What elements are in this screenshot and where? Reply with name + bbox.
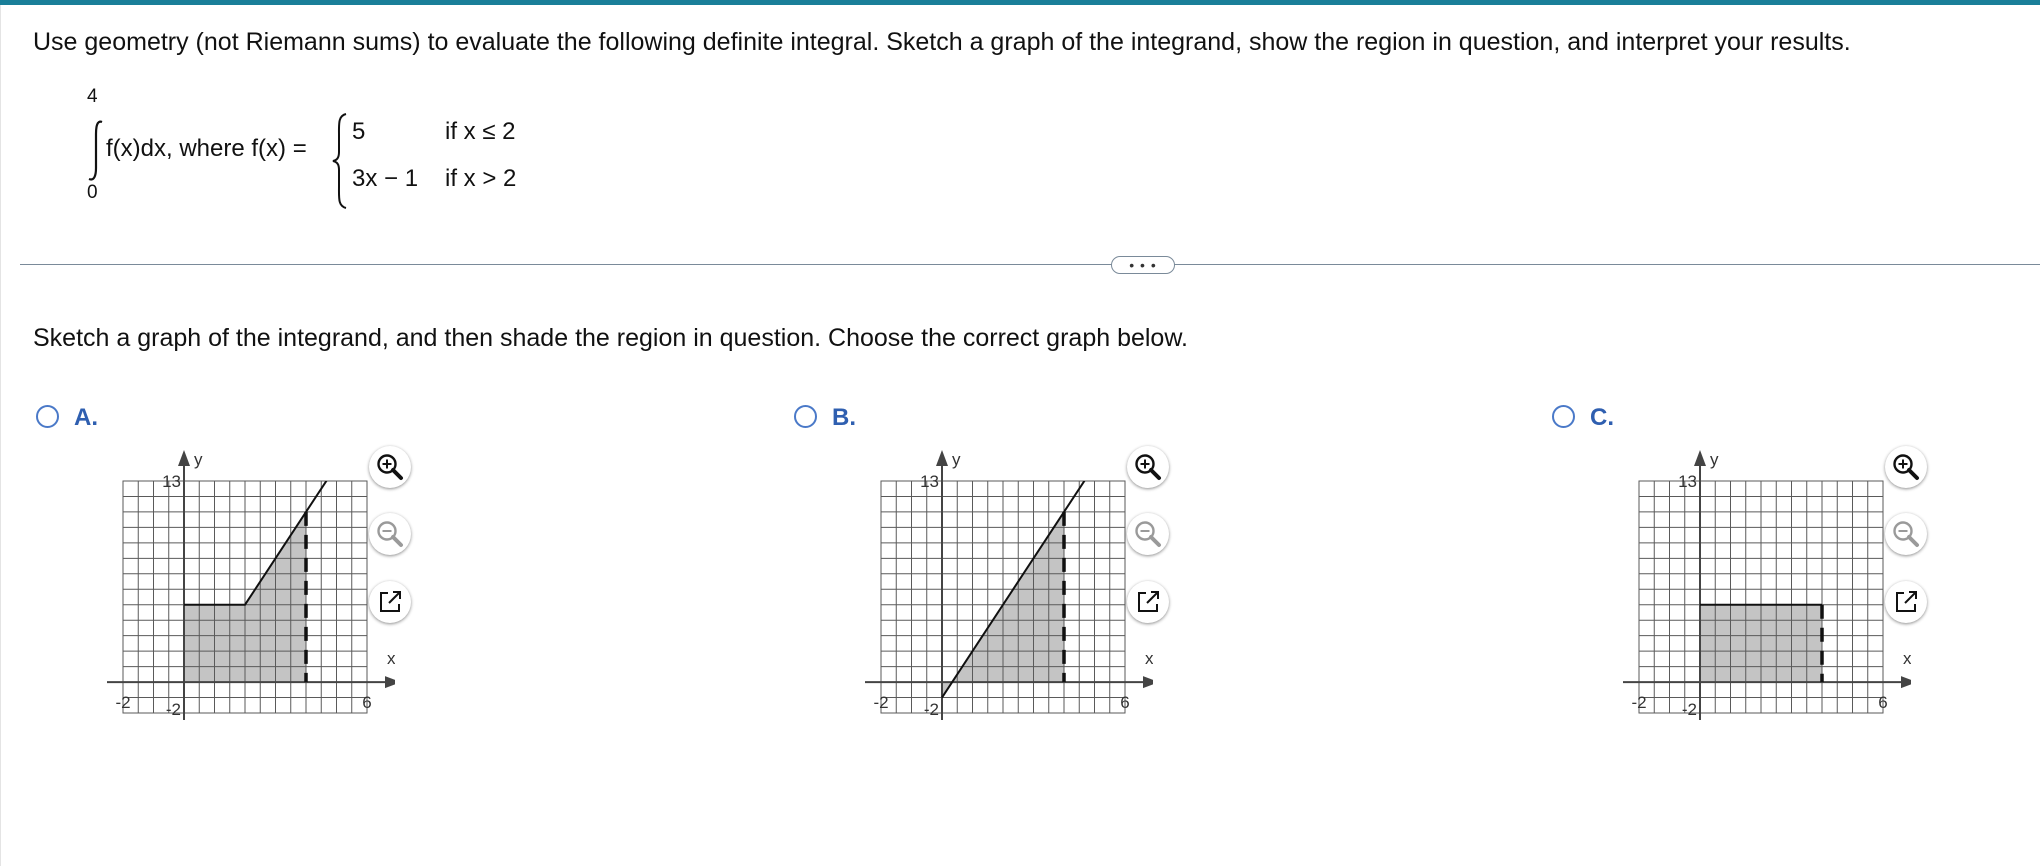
x-axis-label: x xyxy=(1145,649,1153,669)
x-axis-arrow-icon xyxy=(1901,676,1911,688)
case-2-condition: if x > 2 xyxy=(445,165,517,192)
option-b-graph xyxy=(813,446,1153,720)
integral-upper-limit: 4 xyxy=(87,86,98,107)
question-prompt: Sketch a graph of the integrand, and then shade the region in question. Choose the correct graph below. xyxy=(33,324,1188,352)
option-b-zoom-out-button[interactable] xyxy=(1127,513,1169,555)
option-a-zoom-out-button[interactable] xyxy=(369,513,411,555)
integral-expression-text: f(x)dx, where f(x) = xyxy=(106,135,307,162)
option-a-label: A. xyxy=(74,404,98,431)
y-axis-label: y xyxy=(194,450,203,469)
option-b-zoom-in-button[interactable] xyxy=(1127,446,1169,488)
option-a-graph xyxy=(55,446,395,720)
x-axis-arrow-icon xyxy=(385,676,395,688)
integral-lower-limit: 0 xyxy=(87,182,98,203)
y-min-tick-label: -2 xyxy=(923,700,939,719)
grid-lines xyxy=(881,481,1125,713)
left-brace-icon xyxy=(330,112,352,210)
integral-sign-icon xyxy=(84,118,108,184)
option-b-popout-button[interactable] xyxy=(1127,581,1169,623)
y-min-tick-label: -2 xyxy=(1681,700,1697,719)
option-c-popout-button[interactable] xyxy=(1885,581,1927,623)
option-a-popout-button[interactable] xyxy=(369,581,411,623)
popout-icon xyxy=(1885,581,1927,623)
show-more-button[interactable]: • • • xyxy=(1111,256,1175,274)
option-c-label: C. xyxy=(1590,404,1614,431)
y-max-tick-label: 13 xyxy=(920,472,939,491)
x-min-tick-label: -2 xyxy=(115,693,131,713)
option-b-label: B. xyxy=(832,404,856,431)
zoom-out-icon xyxy=(1885,513,1927,555)
zoom-in-icon xyxy=(369,446,411,488)
x-min-tick-label: -2 xyxy=(1631,693,1647,713)
zoom-out-icon xyxy=(1127,513,1169,555)
option-c[interactable] xyxy=(1551,400,2040,800)
zoom-out-icon xyxy=(369,513,411,555)
integral-expression xyxy=(60,82,560,212)
case-1-value: 5 xyxy=(352,118,366,145)
top-accent-bar xyxy=(0,0,2040,5)
popout-icon xyxy=(1127,581,1169,623)
y-axis-arrow-icon xyxy=(936,450,948,466)
grid-lines xyxy=(1639,481,1883,713)
x-min-tick-label: -2 xyxy=(873,693,889,713)
x-axis-label: x xyxy=(1903,649,1911,669)
option-a-radio[interactable] xyxy=(36,405,59,428)
option-c-graph xyxy=(1571,446,1911,720)
option-c-zoom-in-button[interactable] xyxy=(1885,446,1927,488)
y-axis-arrow-icon xyxy=(178,450,190,466)
case-1-condition: if x ≤ 2 xyxy=(445,118,516,145)
option-c-zoom-out-button[interactable] xyxy=(1885,513,1927,555)
option-a[interactable] xyxy=(35,400,735,800)
zoom-in-icon xyxy=(1127,446,1169,488)
option-b-radio[interactable] xyxy=(794,405,817,428)
x-max-tick-label: 6 xyxy=(1120,693,1130,713)
option-a-zoom-in-button[interactable] xyxy=(369,446,411,488)
grid-lines xyxy=(123,481,367,713)
x-axis-arrow-icon xyxy=(1143,676,1153,688)
y-axis-arrow-icon xyxy=(1694,450,1706,466)
x-max-tick-label: 6 xyxy=(362,693,372,713)
option-b[interactable] xyxy=(793,400,1493,800)
section-divider xyxy=(20,264,2040,265)
x-axis-label: x xyxy=(387,649,395,669)
y-axis-label: y xyxy=(1710,450,1719,469)
x-max-tick-label: 6 xyxy=(1878,693,1888,713)
y-max-tick-label: 13 xyxy=(162,472,181,491)
case-2-value: 3x − 1 xyxy=(352,165,419,192)
instructions-text: Use geometry (not Riemann sums) to evaluate the following definite integral. Sketch a graph of the integrand, show the region in question, and interpret your results. xyxy=(33,28,1851,56)
y-min-tick-label: -2 xyxy=(165,700,181,719)
popout-icon xyxy=(369,581,411,623)
y-axis-label: y xyxy=(952,450,961,469)
y-max-tick-label: 13 xyxy=(1678,472,1697,491)
zoom-in-icon xyxy=(1885,446,1927,488)
left-border xyxy=(0,5,1,866)
option-c-radio[interactable] xyxy=(1552,405,1575,428)
